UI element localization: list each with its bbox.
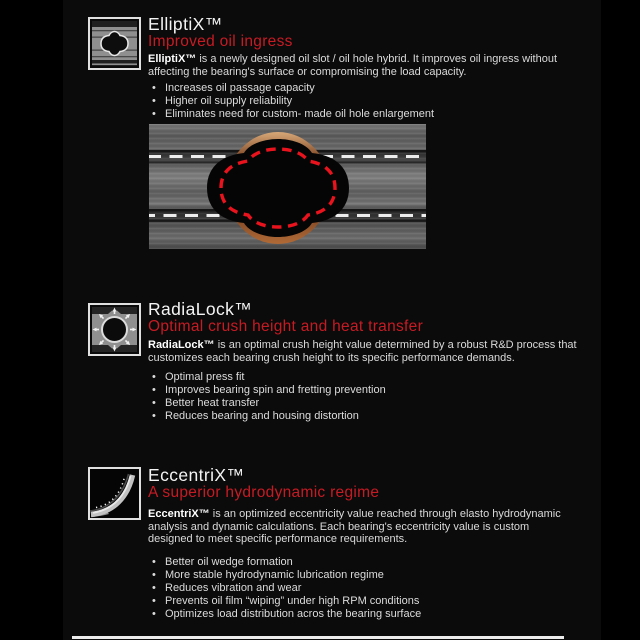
bullet-item: • Reduces bearing and housing distortion (150, 410, 386, 423)
radial-arrows-icon (88, 303, 141, 356)
bullet-item: • Better heat transfer (150, 397, 386, 410)
bullet-item: • Increases oil passage capacity (150, 82, 434, 95)
bullet-item: • Improves bearing spin and fretting prevention (150, 384, 386, 397)
bullet-item: • Reduces vibration and wear (150, 582, 421, 595)
bullet-item: • Optimizes load distribution acros the bearing surface (150, 608, 421, 621)
bullet-list-elliptix (150, 82, 434, 121)
bullet-item: • More stable hydrodynamic lubrication regime (150, 569, 421, 582)
section-body-radialock: RadiaLock™ is an optimal crush height value determined by a robust R&D process that customizes each bearing crush height to its specific performance demands. (148, 339, 577, 364)
section-subtitle-eccentrix: A superior hydrodynamic regime (148, 484, 380, 501)
bearing-oil-slot-photo (148, 123, 427, 250)
section-subtitle-elliptix: Improved oil ingress (148, 33, 293, 50)
bearing-arc-icon (88, 467, 141, 520)
section-title-radialock: RadiaLock™ (148, 299, 253, 319)
section-title-eccentrix: EccentriX™ (148, 465, 245, 485)
bullet-item: • Higher oil supply reliability (150, 95, 434, 108)
bullet-item: • Prevents oil film “wiping” under high RPM conditions (150, 595, 421, 608)
section-title-elliptix: ElliptiX™ (148, 14, 223, 34)
bullet-item: • Better oil wedge formation (150, 556, 421, 569)
footer-rule (72, 636, 564, 639)
product-name-bold: ElliptiX™ (148, 53, 197, 65)
bullet-item: • Optimal press fit (150, 371, 386, 384)
product-name-bold: EccentriX™ (148, 508, 210, 520)
section-subtitle-radialock: Optimal crush height and heat transfer (148, 318, 424, 335)
bullet-list-radialock (150, 371, 386, 423)
section-body-elliptix: ElliptiX™ is a newly designed oil slot / oil hole hybrid. It improves oil ingress without affecting the bearing's surface or compromising the load capacity. (148, 53, 558, 78)
bullet-list-eccentrix (150, 556, 421, 621)
product-name-bold: RadiaLock™ (148, 339, 215, 351)
bullet-item: • Eliminates need for custom- made oil hole enlargement (150, 108, 434, 121)
oil-slot-icon (88, 17, 141, 70)
section-body-eccentrix: EccentriX™ is an optimized eccentricity value reached through elasto hydrodynamic analysis and dynamic calculations. Each bearing's eccentricity value is custom designed to meet specific performance requirements. (148, 508, 561, 546)
